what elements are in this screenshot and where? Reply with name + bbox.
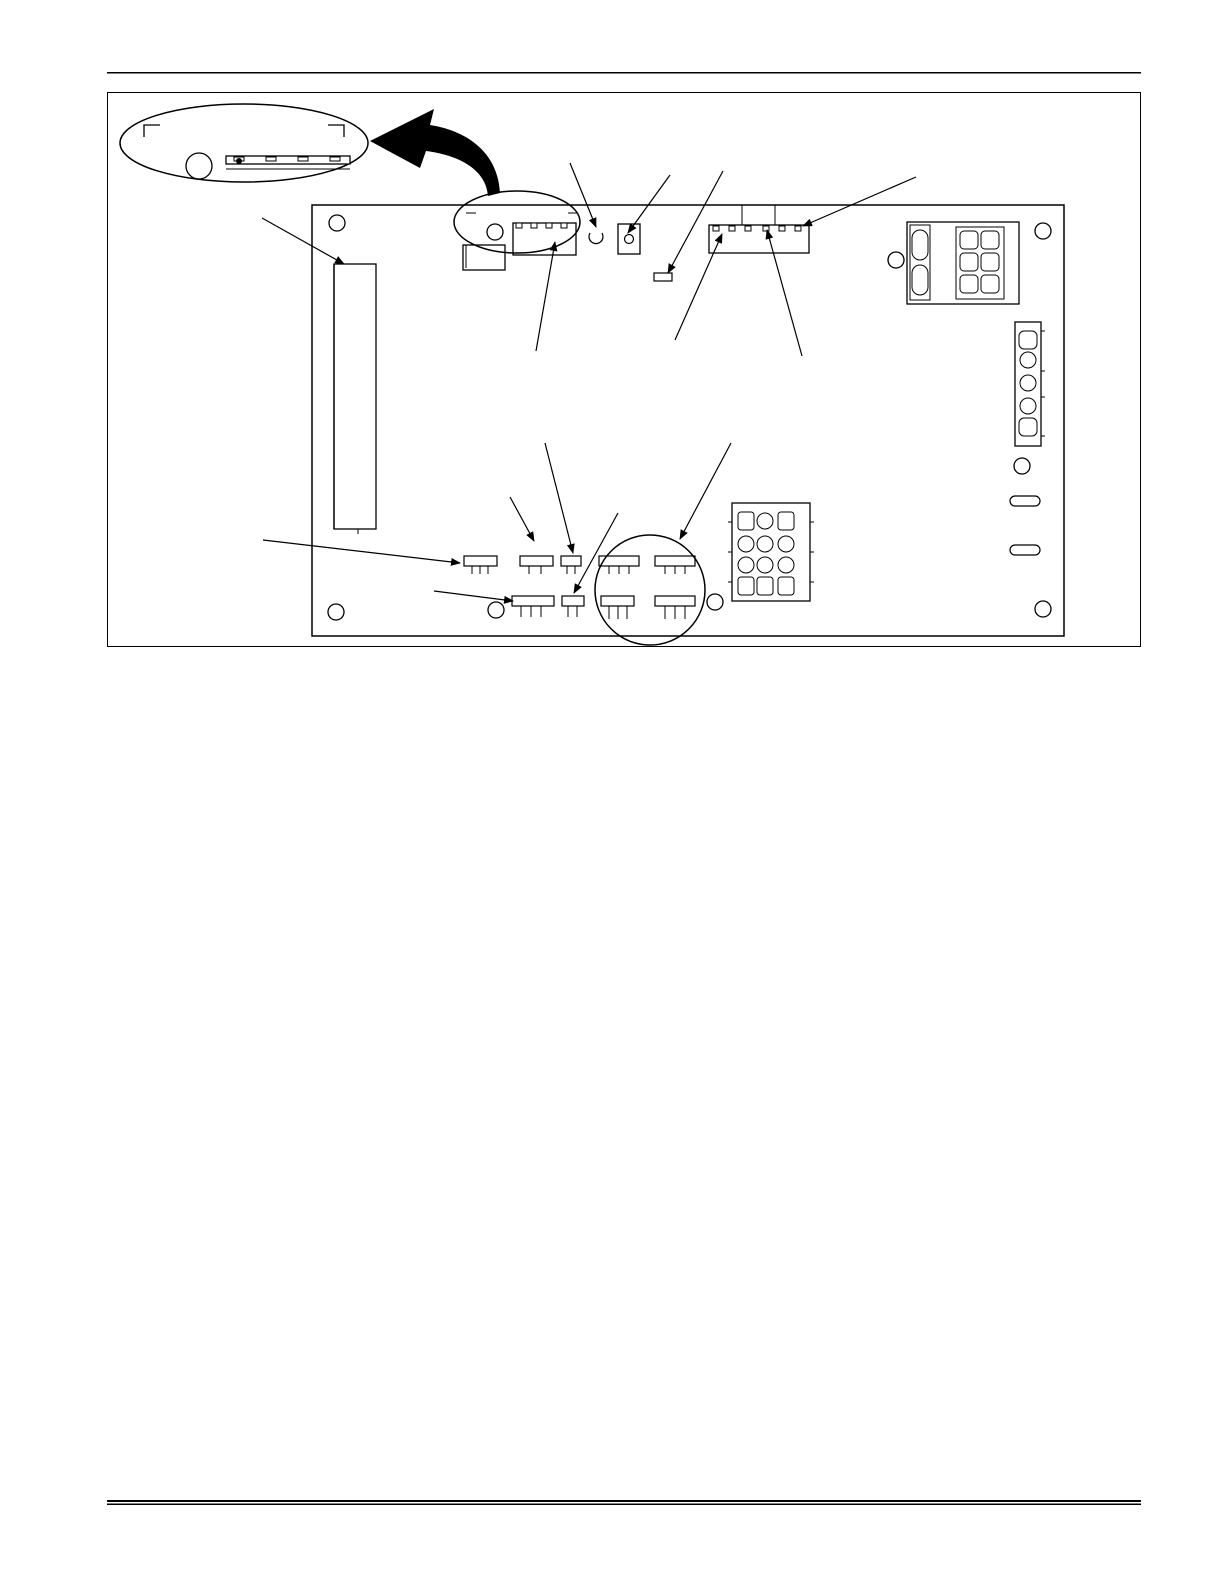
neutrals-connector [907, 222, 1019, 304]
zoom-arrow [370, 109, 500, 196]
thermostat-terminal-strip [334, 264, 376, 534]
control-board-svg [108, 93, 1142, 648]
side-connector [1015, 322, 1045, 446]
control-board-diagram [107, 92, 1141, 647]
twelve-pin-connector [728, 503, 814, 601]
zoom-inset [120, 104, 368, 182]
header-rule [107, 72, 1141, 74]
footer-rule [107, 1500, 1141, 1506]
